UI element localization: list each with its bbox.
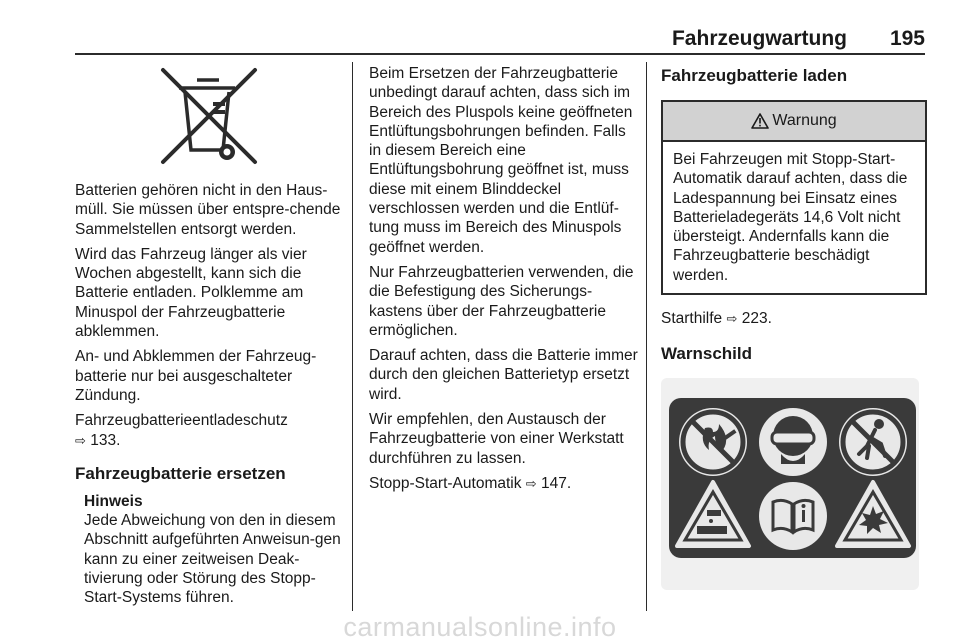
warning-label-image (661, 378, 919, 590)
paragraph: Batterien gehören nicht in den Haus-müll. Sie müssen über entspre-chende Sammelstellen entsorgt werden. (75, 182, 341, 238)
cross-reference-text: Fahrzeugbatterieentladeschutz (75, 412, 288, 430)
arrow-right-icon: ⇨ (726, 311, 738, 327)
arrow-right-icon: ⇨ (525, 475, 537, 491)
section-heading: Fahrzeugbatterie laden (661, 66, 848, 85)
note-title: Hinweis (84, 492, 143, 510)
read-manual-icon (759, 482, 827, 550)
page-reference-link[interactable]: 147. (541, 474, 572, 492)
battery-warning-sign (669, 398, 916, 558)
header-rule (75, 53, 925, 55)
explosion-hazard-icon (837, 482, 909, 546)
crossed-bin-icon (157, 66, 263, 168)
warning-box (661, 100, 927, 295)
page-header (75, 0, 925, 55)
no-fire-icon (679, 408, 747, 476)
column-left (75, 64, 345, 608)
warning-body: Bei Fahrzeugen mit Stopp-Start-Automatik darauf achten, dass die Ladespannung bei Einsatz eines Batterieladegeräts 14,6 Volt nicht übersteigt. Andernfalls kann die Fahrzeugbatterie beschädigt werden. (673, 151, 908, 284)
cross-reference-text: Stopp-Start-Automatik (369, 474, 522, 492)
page-title: Fahrzeugwartung (671, 27, 847, 50)
arrow-right-icon: ⇨ (75, 432, 86, 448)
column-right (661, 64, 927, 590)
page-reference-link[interactable]: 133. (90, 431, 121, 449)
paragraph (369, 474, 639, 493)
column-divider (646, 62, 647, 611)
paragraph: Beim Ersetzen der Fahrzeugbatterie unbedingt darauf achten, dass sich im Bereich des Pluspols keine geöffneten Entlüftungsbohrungen befinden. Falls in diesem Bereich eine Entlüftungsbohrung geöffnet ist, muss diese mit einem Blinddeckel verschlossen werden und die Entlüf-tung muss im Bereich des Minuspols geöffnet werden. (369, 65, 633, 256)
keep-children-away-icon (839, 408, 907, 476)
paragraph: Wir empfehlen, den Austausch der Fahrzeugbatterie von einer Werkstatt durchführen zu lassen. (369, 411, 624, 467)
paragraph: Darauf achten, dass die Batterie immer durch den gleichen Batterietyp ersetzt wird. (369, 347, 638, 403)
page-reference-link[interactable]: 223. (741, 310, 772, 328)
cross-reference-text: Starthilfe (661, 310, 723, 328)
column-middle (369, 64, 639, 499)
warning-title: Warnung (772, 112, 837, 130)
paragraph: An- und Abklemmen der Fahrzeug-batterie nur bei ausgeschalteter Zündung. (75, 348, 317, 404)
section-heading: Warnschild (661, 344, 752, 364)
watermark: carmanualsonline.info (343, 612, 617, 642)
paragraph (661, 309, 927, 328)
note-box (84, 492, 345, 608)
paragraph: Wird das Fahrzeug länger als vier Wochen abgestellt, kann sich die Batterie entladen. Polklemme am Minuspol der Fahrzeugbatterie abklemmen. (75, 245, 307, 341)
page-number: 195 (889, 27, 925, 50)
paragraph: Nur Fahrzeugbatterien verwenden, die die Befestigung des Sicherungs-kastens über der Fahrzeugbatterie ermöglichen. (369, 263, 634, 339)
eye-protection-icon (759, 408, 827, 476)
warning-header (663, 102, 925, 142)
column-divider (352, 62, 353, 611)
note-body: Jede Abweichung von den in diesem Abschnitt aufgeführten Anweisun-gen kann zu einer zeitweisen Deak-tivierung oder Störung des Stopp-Start-Systems führen. (84, 512, 341, 607)
paragraph (75, 411, 345, 450)
section-heading: Fahrzeugbatterie ersetzen (75, 463, 286, 483)
warning-triangle-icon (751, 113, 769, 129)
corrosive-acid-icon (677, 482, 749, 546)
